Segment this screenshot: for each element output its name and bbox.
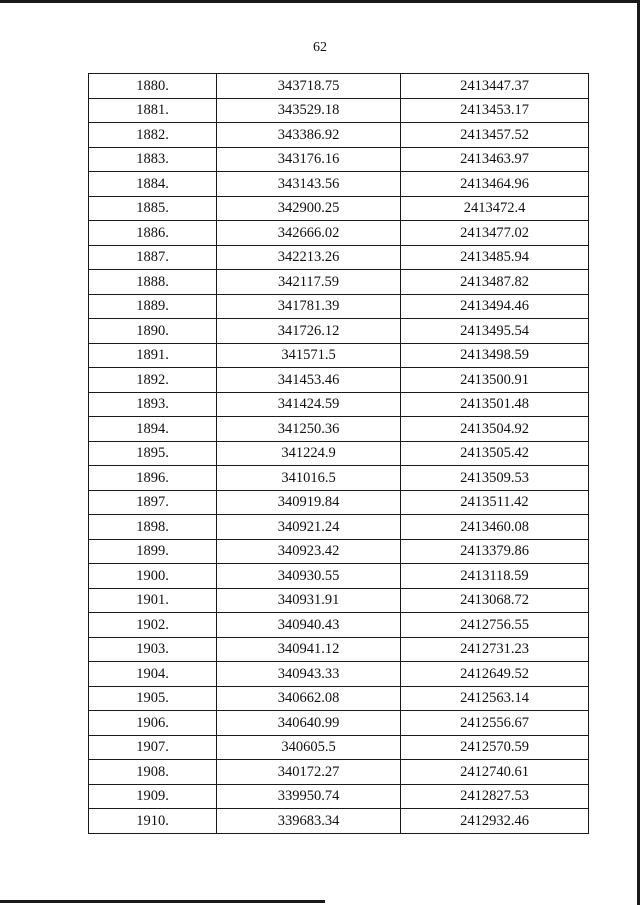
x-coordinate-cell: 343718.75 bbox=[217, 74, 401, 99]
table-row bbox=[89, 172, 589, 197]
x-coordinate-cell: 341571.5 bbox=[217, 343, 401, 368]
x-coordinate-cell: 340923.42 bbox=[217, 539, 401, 564]
point-number-cell: 1887. bbox=[89, 245, 217, 270]
point-number-cell: 1883. bbox=[89, 147, 217, 172]
y-coordinate-cell: 2412563.14 bbox=[401, 686, 589, 711]
x-coordinate-cell: 340930.55 bbox=[217, 564, 401, 589]
y-coordinate-cell: 2413472.4 bbox=[401, 196, 589, 221]
x-coordinate-cell: 340640.99 bbox=[217, 711, 401, 736]
page-number: 62 bbox=[313, 40, 327, 55]
x-coordinate-cell: 343176.16 bbox=[217, 147, 401, 172]
table-row bbox=[89, 270, 589, 295]
y-coordinate-cell: 2413477.02 bbox=[401, 221, 589, 246]
point-number-cell: 1905. bbox=[89, 686, 217, 711]
x-coordinate-cell: 342213.26 bbox=[217, 245, 401, 270]
table-row bbox=[89, 221, 589, 246]
y-coordinate-cell: 2413460.08 bbox=[401, 515, 589, 540]
point-number-cell: 1906. bbox=[89, 711, 217, 736]
y-coordinate-cell: 2413068.72 bbox=[401, 588, 589, 613]
point-number-cell: 1896. bbox=[89, 466, 217, 491]
point-number-cell: 1884. bbox=[89, 172, 217, 197]
x-coordinate-cell: 339950.74 bbox=[217, 784, 401, 809]
x-coordinate-cell: 343143.56 bbox=[217, 172, 401, 197]
point-number-cell: 1901. bbox=[89, 588, 217, 613]
x-coordinate-cell: 341224.9 bbox=[217, 441, 401, 466]
y-coordinate-cell: 2413457.52 bbox=[401, 123, 589, 148]
table-row bbox=[89, 686, 589, 711]
point-number-cell: 1898. bbox=[89, 515, 217, 540]
x-coordinate-cell: 342900.25 bbox=[217, 196, 401, 221]
point-number-cell: 1908. bbox=[89, 760, 217, 785]
table-row bbox=[89, 245, 589, 270]
y-coordinate-cell: 2412556.67 bbox=[401, 711, 589, 736]
y-coordinate-cell: 2412649.52 bbox=[401, 662, 589, 687]
table-row bbox=[89, 809, 589, 834]
table-row bbox=[89, 123, 589, 148]
y-coordinate-cell: 2413463.97 bbox=[401, 147, 589, 172]
y-coordinate-cell: 2413453.17 bbox=[401, 98, 589, 123]
table-row bbox=[89, 147, 589, 172]
y-coordinate-cell: 2413495.54 bbox=[401, 319, 589, 344]
y-coordinate-cell: 2413379.86 bbox=[401, 539, 589, 564]
scan-border-bottom bbox=[0, 900, 325, 903]
x-coordinate-cell: 339683.34 bbox=[217, 809, 401, 834]
table-row bbox=[89, 490, 589, 515]
y-coordinate-cell: 2413487.82 bbox=[401, 270, 589, 295]
table-row bbox=[89, 417, 589, 442]
x-coordinate-cell: 341016.5 bbox=[217, 466, 401, 491]
y-coordinate-cell: 2413505.42 bbox=[401, 441, 589, 466]
table-row bbox=[89, 613, 589, 638]
x-coordinate-cell: 342666.02 bbox=[217, 221, 401, 246]
x-coordinate-cell: 341250.36 bbox=[217, 417, 401, 442]
point-number-cell: 1889. bbox=[89, 294, 217, 319]
table-row bbox=[89, 368, 589, 393]
y-coordinate-cell: 2413504.92 bbox=[401, 417, 589, 442]
table-row bbox=[89, 74, 589, 99]
table-row bbox=[89, 588, 589, 613]
y-coordinate-cell: 2413464.96 bbox=[401, 172, 589, 197]
point-number-cell: 1893. bbox=[89, 392, 217, 417]
table-row bbox=[89, 441, 589, 466]
y-coordinate-cell: 2413501.48 bbox=[401, 392, 589, 417]
point-number-cell: 1891. bbox=[89, 343, 217, 368]
x-coordinate-cell: 340921.24 bbox=[217, 515, 401, 540]
table-row bbox=[89, 637, 589, 662]
table-row bbox=[89, 294, 589, 319]
point-number-cell: 1890. bbox=[89, 319, 217, 344]
x-coordinate-cell: 340172.27 bbox=[217, 760, 401, 785]
y-coordinate-cell: 2412570.59 bbox=[401, 735, 589, 760]
y-coordinate-cell: 2413485.94 bbox=[401, 245, 589, 270]
y-coordinate-cell: 2413511.42 bbox=[401, 490, 589, 515]
coordinates-table bbox=[88, 73, 589, 834]
table-row bbox=[89, 564, 589, 589]
x-coordinate-cell: 340940.43 bbox=[217, 613, 401, 638]
x-coordinate-cell: 341726.12 bbox=[217, 319, 401, 344]
point-number-cell: 1880. bbox=[89, 74, 217, 99]
x-coordinate-cell: 340662.08 bbox=[217, 686, 401, 711]
x-coordinate-cell: 340919.84 bbox=[217, 490, 401, 515]
point-number-cell: 1904. bbox=[89, 662, 217, 687]
table-row bbox=[89, 662, 589, 687]
y-coordinate-cell: 2413118.59 bbox=[401, 564, 589, 589]
x-coordinate-cell: 340931.91 bbox=[217, 588, 401, 613]
table-row bbox=[89, 392, 589, 417]
point-number-cell: 1909. bbox=[89, 784, 217, 809]
y-coordinate-cell: 2412731.23 bbox=[401, 637, 589, 662]
table-row bbox=[89, 784, 589, 809]
point-number-cell: 1892. bbox=[89, 368, 217, 393]
table-row bbox=[89, 760, 589, 785]
point-number-cell: 1910. bbox=[89, 809, 217, 834]
table-row bbox=[89, 319, 589, 344]
x-coordinate-cell: 341453.46 bbox=[217, 368, 401, 393]
x-coordinate-cell: 341424.59 bbox=[217, 392, 401, 417]
y-coordinate-cell: 2413500.91 bbox=[401, 368, 589, 393]
scan-border-top bbox=[0, 0, 640, 3]
point-number-cell: 1885. bbox=[89, 196, 217, 221]
x-coordinate-cell: 341781.39 bbox=[217, 294, 401, 319]
point-number-cell: 1888. bbox=[89, 270, 217, 295]
x-coordinate-cell: 342117.59 bbox=[217, 270, 401, 295]
y-coordinate-cell: 2413509.53 bbox=[401, 466, 589, 491]
x-coordinate-cell: 340941.12 bbox=[217, 637, 401, 662]
point-number-cell: 1881. bbox=[89, 98, 217, 123]
table-row bbox=[89, 343, 589, 368]
y-coordinate-cell: 2413498.59 bbox=[401, 343, 589, 368]
y-coordinate-cell: 2412740.61 bbox=[401, 760, 589, 785]
table-row bbox=[89, 539, 589, 564]
table-row bbox=[89, 196, 589, 221]
x-coordinate-cell: 343386.92 bbox=[217, 123, 401, 148]
point-number-cell: 1907. bbox=[89, 735, 217, 760]
table-row bbox=[89, 98, 589, 123]
table-row bbox=[89, 735, 589, 760]
coordinates-table-body bbox=[89, 74, 589, 834]
table-row bbox=[89, 515, 589, 540]
point-number-cell: 1900. bbox=[89, 564, 217, 589]
y-coordinate-cell: 2412756.55 bbox=[401, 613, 589, 638]
x-coordinate-cell: 340605.5 bbox=[217, 735, 401, 760]
point-number-cell: 1903. bbox=[89, 637, 217, 662]
point-number-cell: 1899. bbox=[89, 539, 217, 564]
y-coordinate-cell: 2413494.46 bbox=[401, 294, 589, 319]
point-number-cell: 1895. bbox=[89, 441, 217, 466]
point-number-cell: 1882. bbox=[89, 123, 217, 148]
point-number-cell: 1902. bbox=[89, 613, 217, 638]
table-row bbox=[89, 711, 589, 736]
x-coordinate-cell: 343529.18 bbox=[217, 98, 401, 123]
point-number-cell: 1894. bbox=[89, 417, 217, 442]
y-coordinate-cell: 2412827.53 bbox=[401, 784, 589, 809]
x-coordinate-cell: 340943.33 bbox=[217, 662, 401, 687]
y-coordinate-cell: 2412932.46 bbox=[401, 809, 589, 834]
point-number-cell: 1886. bbox=[89, 221, 217, 246]
y-coordinate-cell: 2413447.37 bbox=[401, 74, 589, 99]
table-row bbox=[89, 466, 589, 491]
point-number-cell: 1897. bbox=[89, 490, 217, 515]
